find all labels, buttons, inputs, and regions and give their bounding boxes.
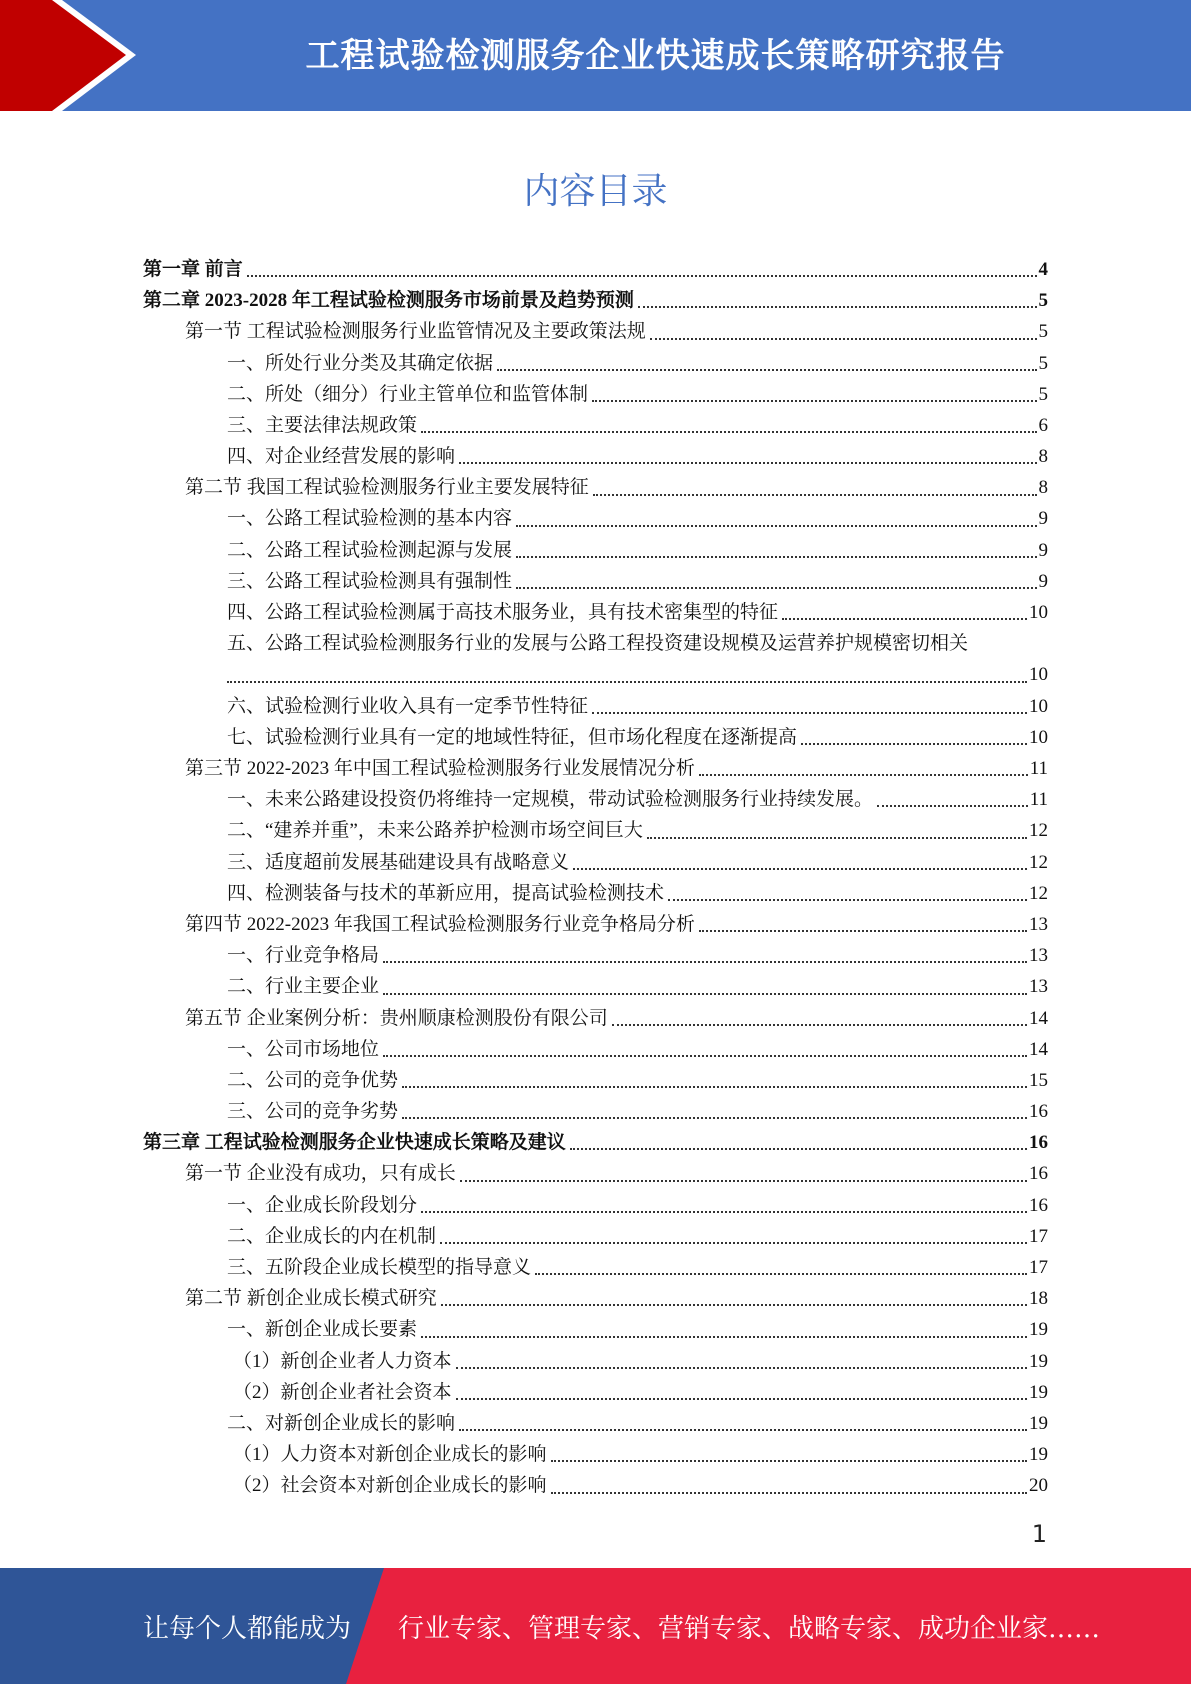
- toc-dot-leader: [612, 1024, 1027, 1026]
- toc-entry-title: 第一节 工程试验检测服务行业监管情况及主要政策法规: [185, 321, 646, 343]
- toc-entry-page: 10: [1029, 664, 1048, 686]
- toc-entry-page: 10: [1029, 602, 1048, 624]
- toc-dot-leader: [516, 525, 1036, 527]
- toc-dot-leader: [497, 369, 1036, 371]
- toc-dot-leader: [440, 1242, 1027, 1244]
- toc-entry-page: 19: [1029, 1381, 1048, 1403]
- toc-heading: 内容目录: [523, 171, 668, 212]
- toc-entry-title: 五、公路工程试验检测服务行业的发展与公路工程投资建设规模及运营养护规模密切相关: [227, 633, 969, 655]
- toc-dot-leader: [699, 774, 1028, 776]
- toc-entry-title: 第五节 企业案例分析：贵州顺康检测股份有限公司: [185, 1007, 608, 1029]
- footer-slogan-right: 行业专家、管理专家、营销专家、战略专家、成功企业家……: [398, 1614, 1101, 1644]
- toc-dot-leader: [650, 338, 1037, 340]
- toc-entry-title: 第一节 企业没有成功，只有成长: [185, 1163, 456, 1185]
- toc-entry-title: 第二节 我国工程试验检测服务行业主要发展特征: [185, 477, 589, 499]
- toc-entry[interactable]: [143, 597, 1048, 628]
- toc-entry[interactable]: [143, 691, 1048, 722]
- toc-entry[interactable]: [143, 1127, 1048, 1158]
- toc-dot-leader: [402, 1117, 1027, 1119]
- toc-dot-leader: [456, 1398, 1027, 1400]
- toc-entry[interactable]: [143, 504, 1048, 535]
- toc-dot-leader: [573, 868, 1027, 870]
- toc-entry[interactable]: [143, 1377, 1048, 1408]
- toc-entry-title: 第三章 工程试验检测服务企业快速成长策略及建议: [143, 1132, 566, 1154]
- toc-entry-title: 三、五阶段企业成长模型的指导意义: [227, 1257, 532, 1278]
- toc-entry[interactable]: [143, 940, 1048, 971]
- toc-dot-leader: [421, 1211, 1027, 1213]
- toc-dot-leader: [592, 400, 1036, 402]
- toc-entry[interactable]: [143, 1283, 1048, 1314]
- toc-entry[interactable]: [143, 1096, 1048, 1127]
- toc-dot-leader: [456, 1367, 1027, 1369]
- toc-entry[interactable]: [143, 1190, 1048, 1221]
- toc-dot-leader: [570, 1148, 1027, 1150]
- toc-entry-title: 一、公司市场地位: [227, 1038, 380, 1060]
- toc-entry[interactable]: [143, 1034, 1048, 1065]
- toc-entry[interactable]: [143, 909, 1048, 940]
- toc-dot-leader: [421, 1336, 1027, 1338]
- toc-entry[interactable]: [143, 566, 1048, 597]
- toc-entry-title: 二、行业主要企业: [227, 976, 380, 998]
- toc-dot-leader: [459, 1429, 1027, 1431]
- toc-entry-page: 16: [1029, 1132, 1048, 1154]
- toc-dot-leader: [402, 1086, 1027, 1088]
- toc-entry-title: 二、公路工程试验检测起源与发展: [227, 539, 513, 561]
- toc-entry-title: 二、所处（细分）行业主管单位和监管体制: [227, 383, 589, 405]
- toc-entry-title: 第二节 新创企业成长模式研究: [185, 1288, 437, 1310]
- footer-banner: [0, 1568, 1191, 1684]
- toc-dot-leader: [383, 961, 1027, 963]
- toc-entry[interactable]: [143, 722, 1048, 753]
- toc-entry-title: 六、试验检测行业收入具有一定季节性特征: [227, 695, 589, 717]
- toc-entry-title: 七、试验检测行业具有一定的地域性特征，但市场化程度在逐渐提高: [227, 726, 798, 748]
- toc-entry-title: 二、公司的竞争优势: [227, 1069, 399, 1091]
- toc-dot-leader: [383, 1055, 1027, 1057]
- toc-entry-page: 8: [1038, 446, 1048, 468]
- toc-entry-page: 19: [1029, 1412, 1048, 1434]
- toc-entry[interactable]: [143, 410, 1048, 441]
- toc-dot-leader: [247, 275, 1037, 277]
- toc-dot-leader: [460, 1180, 1027, 1182]
- toc-entry-page: 12: [1029, 882, 1048, 904]
- toc-entry-page: 13: [1029, 945, 1048, 967]
- toc-entry[interactable]: [143, 753, 1048, 784]
- toc-entry-title: 第一章 前言: [143, 258, 243, 280]
- toc-entry-page: 9: [1038, 570, 1048, 592]
- toc-entry-page: 17: [1029, 1257, 1048, 1278]
- toc-dot-leader: [592, 712, 1027, 714]
- toc-entry-page: 16: [1029, 1101, 1048, 1123]
- toc-entry-page: 5: [1038, 290, 1048, 312]
- toc-entry-page: 5: [1038, 321, 1048, 343]
- toc-entry[interactable]: [143, 1158, 1048, 1189]
- toc-dot-leader: [638, 306, 1037, 308]
- toc-list: [143, 254, 1048, 1502]
- toc-entry-page: 20: [1029, 1475, 1048, 1497]
- toc-entry-title: 二、企业成长的内在机制: [227, 1225, 437, 1247]
- toc-entry-page: 15: [1029, 1069, 1048, 1091]
- toc-entry-page: 18: [1029, 1288, 1048, 1310]
- toc-entry[interactable]: [143, 1003, 1048, 1034]
- toc-entry-title: 四、公路工程试验检测属于高技术服务业，具有技术密集型的特征: [227, 602, 779, 624]
- toc-entry-page: 11: [1029, 758, 1048, 779]
- toc-entry[interactable]: [143, 348, 1048, 379]
- toc-entry-page: 16: [1029, 1194, 1048, 1216]
- toc-entry[interactable]: [143, 1439, 1048, 1470]
- toc-dot-leader: [227, 681, 1027, 683]
- toc-entry[interactable]: [143, 628, 1048, 690]
- toc-entry[interactable]: [143, 1221, 1048, 1252]
- page-number: 1: [1031, 1520, 1047, 1548]
- toc-entry-page: 12: [1029, 851, 1048, 873]
- toc-entry-title: （1）人力资本对新创企业成长的影响: [233, 1444, 547, 1466]
- toc-dot-leader: [593, 494, 1037, 496]
- toc-entry-page: 19: [1029, 1350, 1048, 1372]
- toc-entry-title: 一、公路工程试验检测的基本内容: [227, 508, 513, 530]
- toc-entry-page: 14: [1029, 1038, 1048, 1060]
- toc-entry-title: 三、公路工程试验检测具有强制性: [227, 570, 513, 592]
- toc-entry[interactable]: [143, 847, 1048, 878]
- toc-entry-title: （2）新创企业者社会资本: [233, 1381, 452, 1403]
- toc-entry[interactable]: [143, 254, 1048, 285]
- toc-entry-title: 一、企业成长阶段划分: [227, 1194, 418, 1216]
- header-banner: [0, 0, 1191, 111]
- toc-entry-title: 第四节 2022-2023 年我国工程试验检测服务行业竞争格局分析: [185, 913, 695, 935]
- toc-entry[interactable]: [143, 472, 1048, 503]
- toc-dot-leader: [459, 462, 1036, 464]
- footer-slogan-left: 让每个人都能成为: [143, 1614, 352, 1644]
- toc-entry[interactable]: [143, 1065, 1048, 1096]
- toc-entry-title: 一、所处行业分类及其确定依据: [227, 352, 494, 374]
- toc-entry[interactable]: [143, 971, 1048, 1002]
- toc-entry-page: 14: [1029, 1007, 1048, 1029]
- toc-entry-title: 第二章 2023-2028 年工程试验检测服务市场前景及趋势预测: [143, 290, 634, 312]
- toc-dot-leader: [647, 837, 1027, 839]
- toc-entry-title: 一、新创企业成长要素: [227, 1319, 418, 1341]
- toc-entry-page: 13: [1029, 976, 1048, 998]
- toc-entry-page: 12: [1029, 820, 1048, 842]
- toc-dot-leader: [421, 431, 1036, 433]
- toc-dot-leader: [668, 899, 1027, 901]
- toc-entry-page: 10: [1029, 726, 1048, 748]
- toc-entry[interactable]: [143, 1252, 1048, 1283]
- toc-entry-title: 二、对新创企业成长的影响: [227, 1412, 456, 1434]
- toc-entry[interactable]: [143, 815, 1048, 846]
- toc-dot-leader: [535, 1273, 1027, 1275]
- toc-entry-page: 9: [1038, 539, 1048, 561]
- toc-dot-leader: [877, 805, 1028, 807]
- toc-dot-leader: [516, 587, 1036, 589]
- toc-entry-title: 三、公司的竞争劣势: [227, 1101, 399, 1123]
- toc-entry-page: 13: [1029, 913, 1048, 935]
- toc-entry-title: 第三节 2022-2023 年中国工程试验检测服务行业发展情况分析: [185, 758, 695, 779]
- toc-entry[interactable]: [143, 784, 1048, 815]
- toc-entry[interactable]: [143, 1346, 1048, 1377]
- report-title: 工程试验检测服务企业快速成长策略研究报告: [305, 36, 1006, 76]
- toc-entry-title: 一、行业竞争格局: [227, 945, 380, 967]
- toc-entry-page: 16: [1029, 1163, 1048, 1185]
- toc-entry[interactable]: [143, 1470, 1048, 1501]
- toc-entry-page: 5: [1038, 352, 1048, 374]
- toc-dot-leader: [441, 1304, 1027, 1306]
- toc-entry-page: 11: [1029, 789, 1048, 811]
- toc-entry-title: 三、适度超前发展基础建设具有战略意义: [227, 851, 570, 873]
- toc-entry-title: （1）新创企业者人力资本: [233, 1350, 452, 1372]
- toc-entry-title: （2）社会资本对新创企业成长的影响: [233, 1475, 547, 1497]
- toc-entry[interactable]: [143, 1408, 1048, 1439]
- toc-dot-leader: [699, 930, 1027, 932]
- toc-entry[interactable]: [143, 316, 1048, 347]
- toc-entry-page: 17: [1029, 1225, 1048, 1247]
- toc-dot-leader: [383, 993, 1027, 995]
- toc-entry-page: 6: [1038, 414, 1048, 436]
- toc-entry[interactable]: [143, 878, 1048, 909]
- toc-entry-title: 四、对企业经营发展的影响: [227, 446, 456, 468]
- toc-dot-leader: [782, 618, 1027, 620]
- toc-entry[interactable]: [143, 441, 1048, 472]
- toc-entry-page: 19: [1029, 1444, 1048, 1466]
- toc-entry[interactable]: [143, 535, 1048, 566]
- toc-entry[interactable]: [143, 379, 1048, 410]
- toc-dot-leader: [516, 556, 1036, 558]
- toc-entry[interactable]: [143, 1314, 1048, 1345]
- toc-entry-page: 4: [1038, 258, 1048, 280]
- toc-entry-page: 8: [1038, 477, 1048, 499]
- toc-entry-page: 5: [1038, 383, 1048, 405]
- toc-entry-page: 19: [1029, 1319, 1048, 1341]
- toc-entry-title: 一、未来公路建设投资仍将维持一定规模，带动试验检测服务行业持续发展。: [227, 789, 874, 811]
- toc-entry-title: 四、检测装备与技术的革新应用，提高试验检测技术: [227, 882, 665, 904]
- toc-entry-title: 三、主要法律法规政策: [227, 414, 418, 436]
- toc-dot-leader: [551, 1492, 1027, 1494]
- toc-dot-leader: [801, 743, 1027, 745]
- toc-entry-page: 9: [1038, 508, 1048, 530]
- toc-entry[interactable]: [143, 285, 1048, 316]
- toc-dot-leader: [551, 1460, 1027, 1462]
- toc-entry-page: 10: [1029, 695, 1048, 717]
- toc-entry-title: 二、“建养并重”，未来公路养护检测市场空间巨大: [227, 820, 643, 842]
